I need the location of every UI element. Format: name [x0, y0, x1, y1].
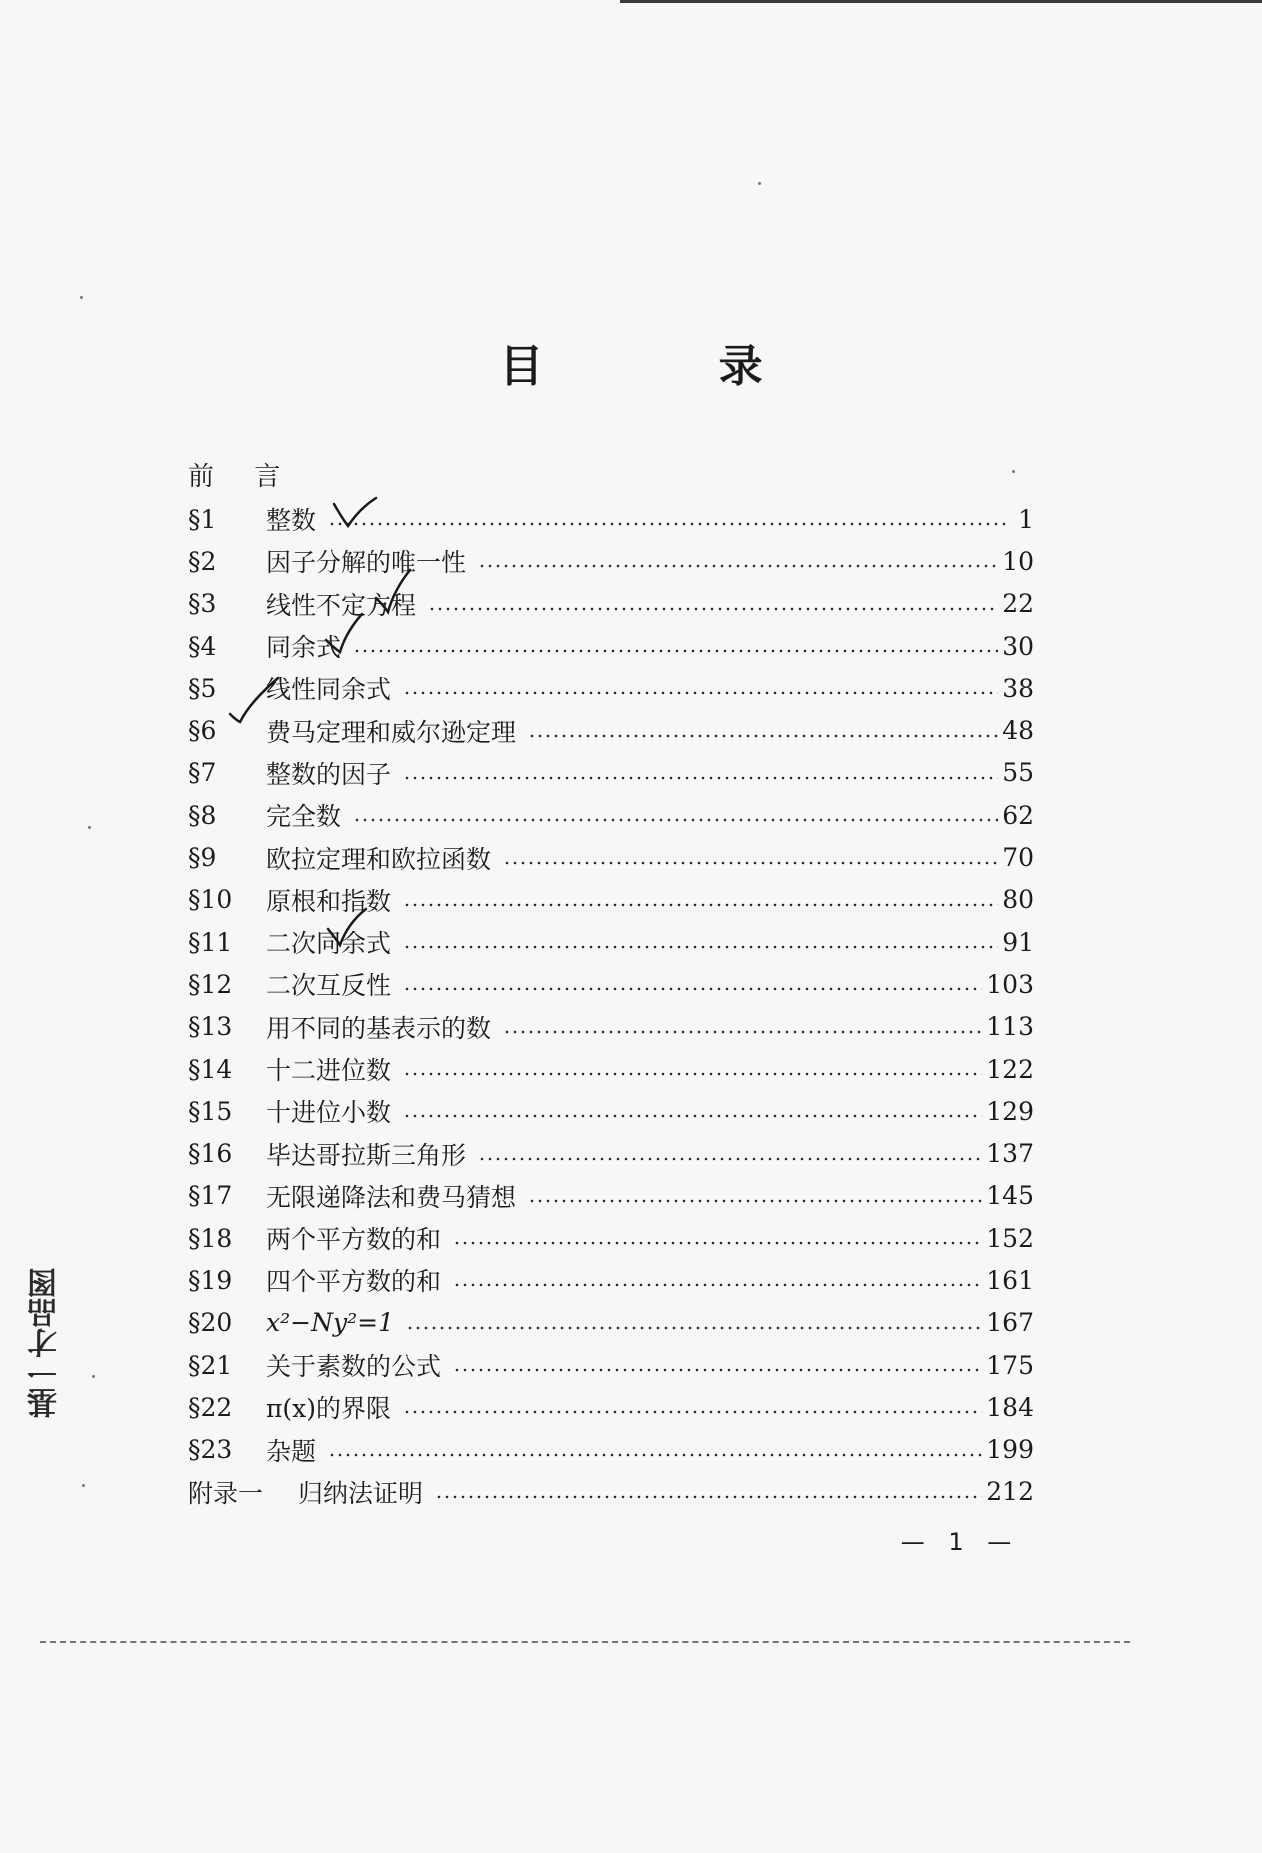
toc-entry: [188, 1302, 1034, 1344]
toc-entry-title: 无限递降法和费马猜想: [266, 1182, 517, 1212]
toc-leader-dots: [503, 861, 998, 865]
toc-entry-number: §21: [188, 1350, 233, 1380]
toc-leader-dots: [453, 1283, 982, 1287]
toc-entry-number: §18: [188, 1223, 233, 1253]
toc-entry: [188, 540, 1034, 582]
toc-entry-page: 55: [1002, 758, 1034, 788]
toc-entry-number: §19: [188, 1265, 233, 1295]
toc-entry-title: 原根和指数: [266, 886, 392, 916]
toc-entry-number: §1: [188, 504, 217, 534]
toc-entry-title: x²−Ny²=1: [266, 1308, 394, 1338]
toc-entry: [188, 963, 1034, 1005]
toc-leader-dots: [528, 734, 998, 738]
toc-entry-title: 线性同余式: [266, 675, 392, 705]
toc-entry-number: §17: [188, 1181, 233, 1211]
toc-entry-number: §10: [188, 885, 233, 915]
toc-entry-title: 欧拉定理和欧拉函数: [266, 844, 492, 874]
handwritten-check-mark-3: [322, 610, 366, 656]
toc-leader-dots: [406, 1326, 982, 1330]
toc-entry-number: §11: [188, 927, 233, 957]
toc-entry-title: 杂题: [266, 1436, 317, 1466]
toc-leader-dots: [428, 607, 998, 611]
toc-entry: [188, 794, 1034, 836]
toc-entry-page: 91: [1002, 927, 1034, 957]
toc-entry-title: 因子分解的唯一性: [266, 548, 467, 578]
toc-entry-number: §22: [188, 1392, 233, 1422]
scan-speck: [80, 296, 83, 299]
toc-entry-title: 二次互反性: [266, 971, 392, 1001]
toc-entry-page: 22: [1002, 589, 1034, 619]
toc-entry-page: 70: [1002, 843, 1034, 873]
toc-entry: [188, 1217, 1034, 1259]
toc-entry-title: 四个平方数的和: [266, 1267, 442, 1297]
scan-speck: [758, 182, 761, 185]
toc-entry: [188, 1429, 1034, 1471]
toc-entry: [188, 625, 1034, 667]
toc-entry-page: 122: [986, 1054, 1034, 1084]
scan-speck: [88, 826, 91, 829]
toc-leader-dots: [328, 522, 1010, 526]
scan-speck: [92, 1375, 95, 1378]
toc-entry-page: 137: [986, 1139, 1034, 1169]
toc-entry-page: 10: [1002, 546, 1034, 576]
top-edge-rule: [620, 0, 1262, 3]
toc-entry: [188, 921, 1034, 963]
toc-entry-number: §16: [188, 1139, 233, 1169]
side-stamp-text: 基一才品图: [28, 1268, 63, 1418]
toc-entry: [188, 1386, 1034, 1428]
toc-leader-dots: [478, 564, 998, 568]
scan-speck: [82, 1484, 85, 1487]
toc-entry-title: 十进位小数: [266, 1098, 392, 1128]
toc-leader-dots: [403, 691, 998, 695]
toc-entry-number: §20: [188, 1308, 233, 1338]
toc-entry: [188, 1132, 1034, 1174]
toc-entry-title: 关于素数的公式: [266, 1352, 442, 1382]
toc-leader-dots: [503, 1030, 982, 1034]
toc-entry-page: 152: [986, 1223, 1034, 1253]
toc-leader-dots: [403, 1072, 982, 1076]
handwritten-check-mark-4: [226, 674, 282, 730]
toc-entry-page: 167: [986, 1308, 1034, 1338]
toc-entry-page: 1: [1018, 504, 1034, 534]
scan-speck: [1012, 470, 1015, 473]
toc-entry-page: 62: [1002, 800, 1034, 830]
toc-entry-title: 毕达哥拉斯三角形: [266, 1140, 467, 1170]
toc-entry-page: 113: [986, 1012, 1034, 1042]
toc-leader-dots: [453, 1241, 982, 1245]
toc-leader-dots: [403, 776, 998, 780]
toc-entry-number: §13: [188, 1012, 233, 1042]
toc-entry-page: 161: [986, 1265, 1034, 1295]
toc-entry-page: 145: [986, 1181, 1034, 1211]
toc-leader-dots: [478, 1157, 982, 1161]
toc-entry: [188, 583, 1034, 625]
toc-entry-title: 二次同余式: [266, 929, 392, 959]
toc-entry-page: 38: [1002, 673, 1034, 703]
toc-leader-dots: [453, 1368, 982, 1372]
toc-entry: [188, 1344, 1034, 1386]
toc-entry: [188, 752, 1034, 794]
toc-entry: [188, 709, 1034, 751]
toc-preface: 前 言: [188, 462, 297, 492]
toc-entry-number: §5: [188, 673, 217, 703]
toc-entry-page: 30: [1002, 631, 1034, 661]
page-number: — 1 —: [900, 1528, 1020, 1556]
toc-leader-dots: [403, 987, 982, 991]
toc-leader-dots: [353, 649, 998, 653]
toc-entry-page: 80: [1002, 885, 1034, 915]
toc-entry-page: 184: [986, 1392, 1034, 1422]
toc-entry: [188, 667, 1034, 709]
handwritten-check-mark-2: [372, 566, 412, 616]
toc-entry: [188, 1006, 1034, 1048]
toc-entry-title: 同余式: [266, 633, 342, 663]
toc-leader-dots: [403, 1410, 982, 1414]
toc-leader-dots: [403, 945, 998, 949]
toc-entry: [188, 879, 1034, 921]
toc-entry-title: 用不同的基表示的数: [266, 1013, 492, 1043]
table-of-contents: [188, 456, 1034, 1513]
toc-entry-number: §14: [188, 1054, 233, 1084]
handwritten-check-mark-5: [324, 905, 370, 951]
toc-entry-title: 完全数: [266, 802, 342, 832]
toc-entry-number: §9: [188, 843, 217, 873]
toc-entry-number: 附录一: [188, 1478, 264, 1508]
toc-entry-title: 归纳法证明: [298, 1478, 424, 1508]
toc-entry-title: 整数的因子: [266, 759, 392, 789]
toc-entry-number: §4: [188, 631, 217, 661]
toc-entry-title: π(x)的界限: [266, 1394, 392, 1424]
toc-entry-title: 两个平方数的和: [266, 1225, 442, 1255]
bottom-edge-rule: [40, 1641, 1130, 1643]
toc-entry-number: §6: [188, 716, 217, 746]
toc-leader-dots: [435, 1495, 982, 1499]
toc-entry-number: §2: [188, 546, 217, 576]
toc-entry-page: 212: [986, 1477, 1034, 1507]
toc-entry-page: 199: [986, 1435, 1034, 1465]
toc-entry: [188, 498, 1034, 540]
toc-entry-number: §3: [188, 589, 217, 619]
toc-entry-number: §8: [188, 800, 217, 830]
toc-entry-number: §15: [188, 1096, 233, 1126]
handwritten-check-mark-1: [330, 496, 380, 536]
toc-entry-title: 十二进位数: [266, 1056, 392, 1085]
toc-entry-page: 103: [986, 969, 1034, 999]
toc-entry: [188, 836, 1034, 878]
toc-leader-dots: [403, 903, 998, 907]
toc-leader-dots: [328, 1453, 982, 1457]
toc-entry-number: §7: [188, 758, 217, 788]
toc-entry-title: 线性不定方程: [266, 590, 417, 620]
toc-leader-dots: [403, 1114, 982, 1118]
toc-entry-page: 129: [986, 1096, 1034, 1126]
toc-entry: [188, 1259, 1034, 1301]
toc-entry-title: 费马定理和威尔逊定理: [266, 717, 517, 747]
toc-entry-appendix: [188, 1471, 1034, 1513]
toc-entry-page: 48: [1002, 716, 1034, 746]
toc-entry-number: §23: [188, 1435, 233, 1465]
toc-entry: [188, 1090, 1034, 1132]
toc-entry-title: 整数: [266, 506, 317, 536]
toc-entry-page: 175: [986, 1350, 1034, 1380]
toc-entry-number: §12: [188, 969, 233, 999]
toc-leader-dots: [353, 818, 998, 822]
page-title: 目 录: [499, 341, 843, 392]
toc-leader-dots: [528, 1199, 982, 1203]
toc-entry: [188, 1175, 1034, 1217]
toc-entry: [188, 1048, 1034, 1090]
